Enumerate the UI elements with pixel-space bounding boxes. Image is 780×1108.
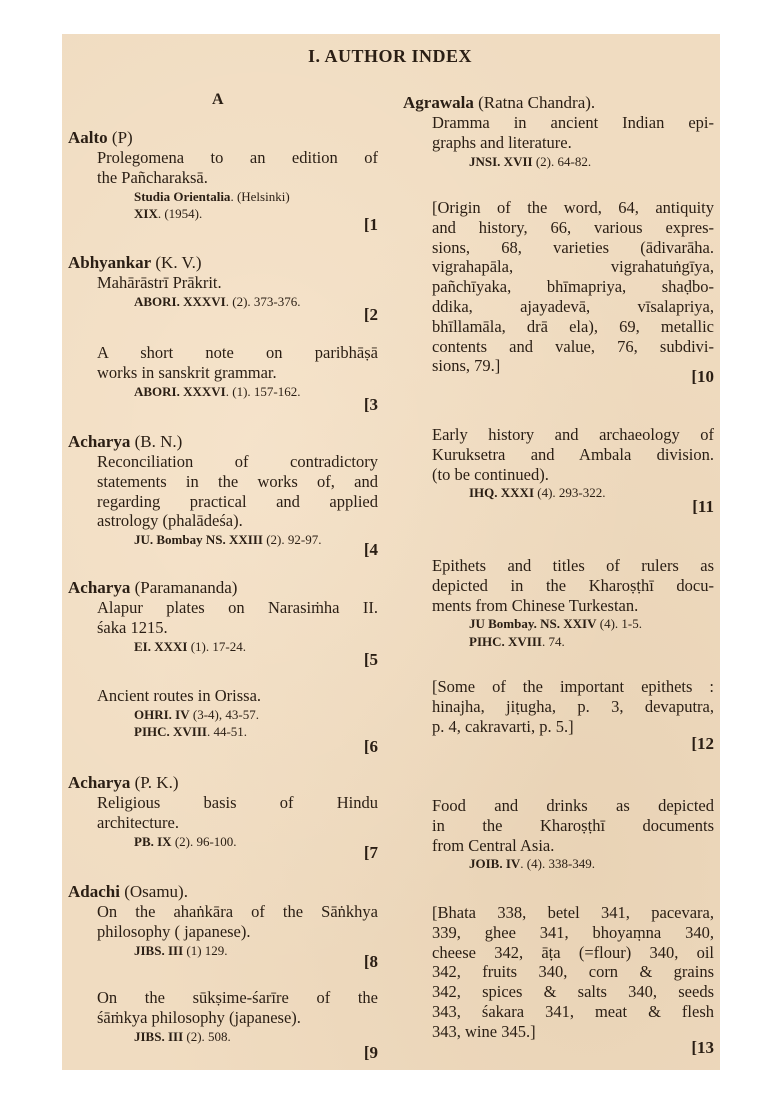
entry-number: [8 bbox=[363, 952, 378, 971]
citation-details: (2). 92-97. bbox=[262, 532, 322, 548]
citations bbox=[469, 615, 714, 650]
citations bbox=[469, 855, 714, 873]
index-entry bbox=[68, 773, 378, 850]
note-line: [Some of the important epithets : bbox=[432, 677, 714, 696]
citations bbox=[134, 833, 378, 851]
author-line bbox=[68, 882, 378, 902]
annotation-note bbox=[403, 198, 714, 376]
citation-details: . (1). 157-162. bbox=[225, 383, 301, 399]
entry-title bbox=[97, 452, 378, 531]
index-entry bbox=[68, 432, 378, 549]
note-line: pañchīyaka, bhīmapriya, shaḍbo- bbox=[432, 277, 714, 297]
note-line: sions, 79.] bbox=[432, 356, 501, 376]
author-line bbox=[68, 578, 378, 598]
citation bbox=[134, 833, 378, 851]
journal-name: OHRI. IV bbox=[134, 706, 190, 722]
citations bbox=[134, 1028, 378, 1046]
journal-name: JNSI. XVII bbox=[469, 153, 533, 169]
title-line: graphs and literature. bbox=[432, 132, 572, 152]
author-initials: (P) bbox=[111, 128, 133, 147]
citation bbox=[134, 205, 378, 223]
title-line: On the ahaṅkāra of the Sāṅkhya bbox=[97, 902, 378, 921]
citation bbox=[469, 153, 714, 171]
index-entry bbox=[403, 93, 714, 170]
citation-details: . 44-51. bbox=[206, 724, 248, 740]
journal-name: PIHC. XVIII bbox=[134, 724, 207, 740]
note-line: vigrahapāla, vigrahatuṅgīya, bbox=[432, 257, 714, 277]
title-line: in the Kharoṣṭhī documents bbox=[432, 815, 714, 835]
title-line: A short note on paribhāṣā bbox=[97, 343, 378, 362]
title-line: philosophy ( japanese). bbox=[97, 921, 251, 941]
index-entry bbox=[68, 128, 378, 223]
citation-details: (4). 293-322. bbox=[534, 485, 606, 501]
note-line: 343, śakara 341, meat & flesh bbox=[432, 1001, 714, 1021]
author-line bbox=[68, 432, 378, 452]
entry-title bbox=[97, 988, 378, 1028]
index-entry bbox=[68, 686, 378, 741]
title-line: depicted in the Kharoṣṭhī docu- bbox=[432, 575, 714, 595]
note-line: [Bhata 338, betel 341, pacevara, bbox=[432, 903, 714, 922]
title-line: statements in the works of, and bbox=[97, 471, 378, 491]
title-line: Religious basis of Hindu bbox=[97, 793, 378, 812]
title-line: Epithets and titles of rulers as bbox=[432, 556, 714, 575]
note-line: 343, wine 345.] bbox=[432, 1021, 536, 1041]
citation bbox=[469, 615, 714, 633]
citations bbox=[134, 383, 378, 401]
citation-details: . (Helsinki) bbox=[230, 188, 290, 204]
author-surname: Agrawala bbox=[403, 93, 474, 112]
author-line bbox=[68, 773, 378, 793]
citation bbox=[134, 706, 378, 724]
citation bbox=[134, 293, 378, 311]
citation bbox=[134, 383, 378, 401]
author-surname: Adachi bbox=[68, 882, 120, 901]
title-line: Alapur plates on Narasiṁha II. bbox=[97, 598, 378, 617]
author-surname: Acharya bbox=[68, 773, 131, 792]
entry-title bbox=[97, 273, 378, 293]
note-line: contents and value, 76, subdivi- bbox=[432, 336, 714, 356]
citation-details: (4). 1-5. bbox=[596, 616, 642, 632]
citations bbox=[134, 706, 378, 741]
entry-title bbox=[97, 902, 378, 942]
title-line: On the sūkṣime-śarīre of the bbox=[97, 988, 378, 1007]
citation-details: (2). 96-100. bbox=[171, 833, 237, 849]
index-entry bbox=[68, 343, 378, 400]
citation bbox=[134, 638, 378, 656]
section-letter: A bbox=[212, 91, 224, 108]
entry-number: [6 bbox=[363, 737, 378, 756]
title-line: Kuruksetra and Ambala division. bbox=[432, 444, 714, 464]
annotation-body bbox=[432, 198, 714, 376]
page-title: I. AUTHOR INDEX bbox=[307, 46, 473, 66]
author-surname: Acharya bbox=[68, 432, 131, 451]
journal-name: JU Bombay. NS. XXIV bbox=[469, 616, 597, 632]
journal-name: PB. IX bbox=[134, 833, 172, 849]
title-line: ments from Chinese Turkestan. bbox=[432, 595, 639, 615]
index-entry bbox=[403, 425, 714, 502]
entry-title bbox=[432, 113, 714, 153]
entry-number: [13 bbox=[691, 1038, 714, 1057]
title-line: śaka 1215. bbox=[97, 617, 168, 637]
note-line: hinajha, jiṭugha, p. 3, devaputra, bbox=[432, 696, 714, 716]
citation-details: (2). 508. bbox=[183, 1028, 231, 1044]
journal-name: XIX bbox=[134, 206, 158, 222]
entry-title bbox=[97, 598, 378, 638]
citation bbox=[134, 942, 378, 960]
author-line bbox=[403, 93, 714, 113]
entry-title bbox=[432, 425, 714, 484]
entry-title bbox=[97, 148, 378, 188]
note-line: bhīllamāla, drā ela), 69, metallic bbox=[432, 316, 714, 336]
title-line: from Central Asia. bbox=[432, 835, 555, 855]
citation-details: (3-4), 43-57. bbox=[189, 706, 259, 722]
entry-number: [12 bbox=[691, 734, 714, 753]
note-line: p. 4, cakravarti, p. 5.] bbox=[432, 716, 574, 736]
citation-details: (1) 129. bbox=[183, 942, 228, 958]
note-line: [Origin of the word, 64, antiquity bbox=[432, 198, 714, 217]
title-line: (to be continued). bbox=[432, 464, 549, 484]
title-line: Reconciliation of contradictory bbox=[97, 452, 378, 471]
citation-details: . (2). 373-376. bbox=[225, 293, 301, 309]
citations bbox=[469, 153, 714, 171]
note-line: cheese 342, āṭa (=flour) 340, oil bbox=[432, 942, 714, 962]
citation bbox=[469, 855, 714, 873]
index-entry bbox=[68, 882, 378, 959]
citations bbox=[134, 638, 378, 656]
title-line: Early history and archaeology of bbox=[432, 425, 714, 444]
citations bbox=[134, 531, 378, 549]
author-initials: (Paramananda) bbox=[134, 578, 238, 597]
citations bbox=[469, 484, 714, 502]
citation-details: . (1954). bbox=[157, 206, 203, 222]
title-line: Ancient routes in Orissa. bbox=[97, 686, 262, 705]
title-line: works in sanskrit grammar. bbox=[97, 362, 277, 382]
index-entry bbox=[403, 796, 714, 873]
author-initials: (B. N.) bbox=[134, 432, 183, 451]
author-surname: Acharya bbox=[68, 578, 131, 597]
author-initials: (P. K.) bbox=[134, 773, 179, 792]
note-line: 342, fruits 340, corn & grains bbox=[432, 962, 714, 982]
title-line: Prolegomena to an edition of bbox=[97, 148, 378, 167]
index-entry bbox=[68, 253, 378, 310]
author-initials: (Osamu). bbox=[124, 882, 188, 901]
note-line: ddika, ajayadevā, vīsalapriya, bbox=[432, 296, 714, 316]
journal-name: JIBS. III bbox=[134, 942, 184, 958]
journal-name: EI. XXXI bbox=[134, 638, 188, 654]
entry-number: [11 bbox=[692, 497, 714, 516]
citation bbox=[469, 633, 714, 651]
title-line: śāṁkya philosophy (japanese). bbox=[97, 1007, 301, 1027]
citation bbox=[134, 531, 378, 549]
journal-name: ABORI. XXXVI bbox=[134, 293, 226, 309]
citations bbox=[134, 293, 378, 311]
annotation-note bbox=[403, 903, 714, 1042]
note-line: 342, spices & salts 340, seeds bbox=[432, 982, 714, 1002]
entry-number: [1 bbox=[363, 215, 378, 234]
entry-number: [2 bbox=[363, 305, 378, 324]
note-line: sions, 68, varieties (ādivarāha. bbox=[432, 237, 714, 257]
entry-title bbox=[97, 793, 378, 833]
journal-name: JOIB. IV bbox=[469, 856, 521, 872]
journal-name: IHQ. XXXI bbox=[469, 485, 535, 501]
citation bbox=[134, 188, 378, 206]
citation bbox=[469, 484, 714, 502]
journal-name: JU. Bombay NS. XXIII bbox=[134, 532, 263, 548]
journal-name: ABORI. XXXVI bbox=[134, 383, 226, 399]
citation-details: (1). 17-24. bbox=[187, 638, 246, 654]
author-initials: (Ratna Chandra). bbox=[478, 93, 596, 112]
author-line bbox=[68, 253, 378, 273]
entry-title bbox=[97, 343, 378, 383]
citation bbox=[134, 723, 378, 741]
entry-title bbox=[432, 556, 714, 615]
citation-details: . (4). 338-349. bbox=[520, 856, 596, 872]
entry-number: [4 bbox=[363, 540, 378, 559]
index-entry bbox=[403, 556, 714, 650]
annotation-body bbox=[432, 677, 714, 736]
citation-details: . 74. bbox=[541, 633, 565, 649]
author-line bbox=[68, 128, 378, 148]
citation-details: (2). 64-82. bbox=[532, 153, 592, 169]
entry-number: [5 bbox=[363, 650, 378, 669]
title-line: the Pañcharaksā. bbox=[97, 167, 208, 187]
title-line: architecture. bbox=[97, 812, 179, 832]
citation bbox=[134, 1028, 378, 1046]
title-line: Food and drinks as depicted bbox=[432, 796, 714, 815]
journal-name: JIBS. III bbox=[134, 1028, 184, 1044]
title-line: astrology (phalādeśa). bbox=[97, 511, 243, 531]
note-line: 339, ghee 341, bhoyaṃna 340, bbox=[432, 922, 714, 942]
annotation-body bbox=[432, 903, 714, 1042]
entry-number: [10 bbox=[691, 367, 714, 386]
title-line: regarding practical and applied bbox=[97, 491, 378, 511]
entry-number: [3 bbox=[363, 395, 378, 414]
entry-number: [9 bbox=[363, 1043, 378, 1062]
author-initials: (K. V.) bbox=[155, 253, 202, 272]
index-entry bbox=[68, 578, 378, 655]
journal-name: PIHC. XVIII bbox=[469, 633, 542, 649]
citations bbox=[134, 942, 378, 960]
note-line: and history, 66, various expres- bbox=[432, 217, 714, 237]
journal-name: Studia Orientalia bbox=[134, 188, 231, 204]
entry-title bbox=[432, 796, 714, 855]
citations bbox=[134, 188, 378, 223]
index-entry bbox=[68, 988, 378, 1045]
title-line: Mahārāstrī Prākrit. bbox=[97, 273, 222, 292]
author-surname: Aalto bbox=[68, 128, 108, 147]
entry-title bbox=[97, 686, 378, 706]
title-line: Dramma in ancient Indian epi- bbox=[432, 113, 714, 132]
entry-number: [7 bbox=[363, 843, 378, 862]
annotation-note bbox=[403, 677, 714, 736]
author-surname: Abhyankar bbox=[68, 253, 152, 272]
